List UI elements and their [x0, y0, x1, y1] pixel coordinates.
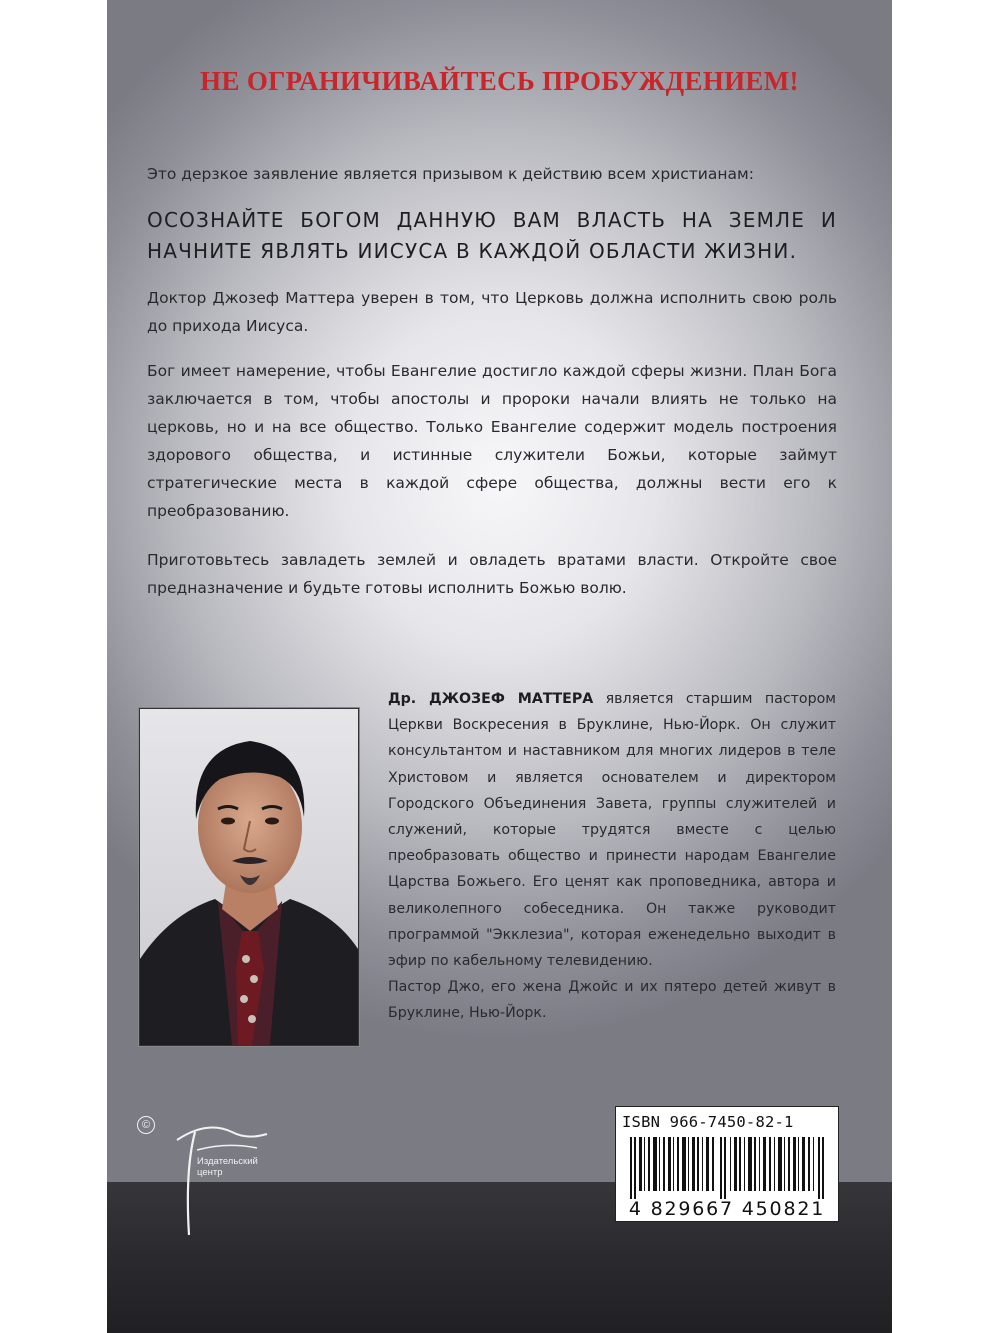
copyright-icon: © [137, 1116, 155, 1134]
headline: НЕ ОГРАНИЧИВАЙТЕСЬ ПРОБУЖДЕНИЕМ! [200, 66, 799, 96]
author-name: Др. ДЖОЗЕФ МАТТЕРА [388, 691, 594, 707]
barcode-bars-icon [624, 1137, 830, 1199]
author-bio-text: является старшим пастором Церкви Воскресения в Бруклине, Нью-Йорк. Он служит консультантом и наставником для многих лидеров в теле Христовом и является основателем и директором Городского Объединения Завета, группы служителей и служений, которые трудятся вместе с целью преобразовать общество и принести народам Евангелие Царства Божьего. Его ценят как проповедника, автора и великолепного собеседника. Он также руководит программой "Экклезиа", которая еженедельно выходит в эфир по кабельному телевидению. [388, 691, 836, 970]
author-photo [139, 708, 359, 1046]
publisher-line-2: центр [197, 1167, 223, 1178]
paragraph-2: Бог имеет намерение, чтобы Евангелие достигло каждой сферы жизни. План Бога заключается в том, чтобы апостолы и пророки начали влиять не только на церковь, но и на все общество. Только Евангелие содержит модель построения здорового общества, и истинные служители Божьи, которые займут стратегические места в каждой сфере общества, должны вести его к преобразованию. [147, 362, 837, 520]
publisher-logo [137, 1110, 297, 1240]
intro-text: Это дерзкое заявление является призывом к действию всем христианам: [147, 165, 754, 183]
isbn-text: ISBN 966-7450-82-1 [622, 1113, 794, 1131]
barcode [615, 1106, 839, 1222]
paragraph-1: Доктор Джозеф Маттера уверен в том, что Церковь должна исполнить свою роль до прихода Иисуса. [147, 289, 837, 335]
publisher-line-1: Издательский [197, 1156, 258, 1167]
paragraph-3: Приготовьтесь завладеть землей и овладеть вратами власти. Откройте свое предназначение и будьте готовы исполнить Божью волю. [147, 551, 837, 597]
ean-number: 4 829667 450821 [628, 1198, 826, 1220]
book-back-cover [107, 0, 892, 1333]
publisher-name [197, 1156, 258, 1178]
author-bio [388, 686, 836, 1027]
callout-text: ОСОЗНАЙТЕ БОГОМ ДАННУЮ ВАМ ВЛАСТЬ НА ЗЕМЛЕ И НАЧНИТЕ ЯВЛЯТЬ ИИСУСА В КАЖДОЙ ОБЛАСТИ ЖИЗНИ. [147, 208, 837, 263]
author-family-text: Пастор Джо, его жена Джойс и их пятеро детей живут в Бруклине, Нью-Йорк. [388, 979, 836, 1022]
